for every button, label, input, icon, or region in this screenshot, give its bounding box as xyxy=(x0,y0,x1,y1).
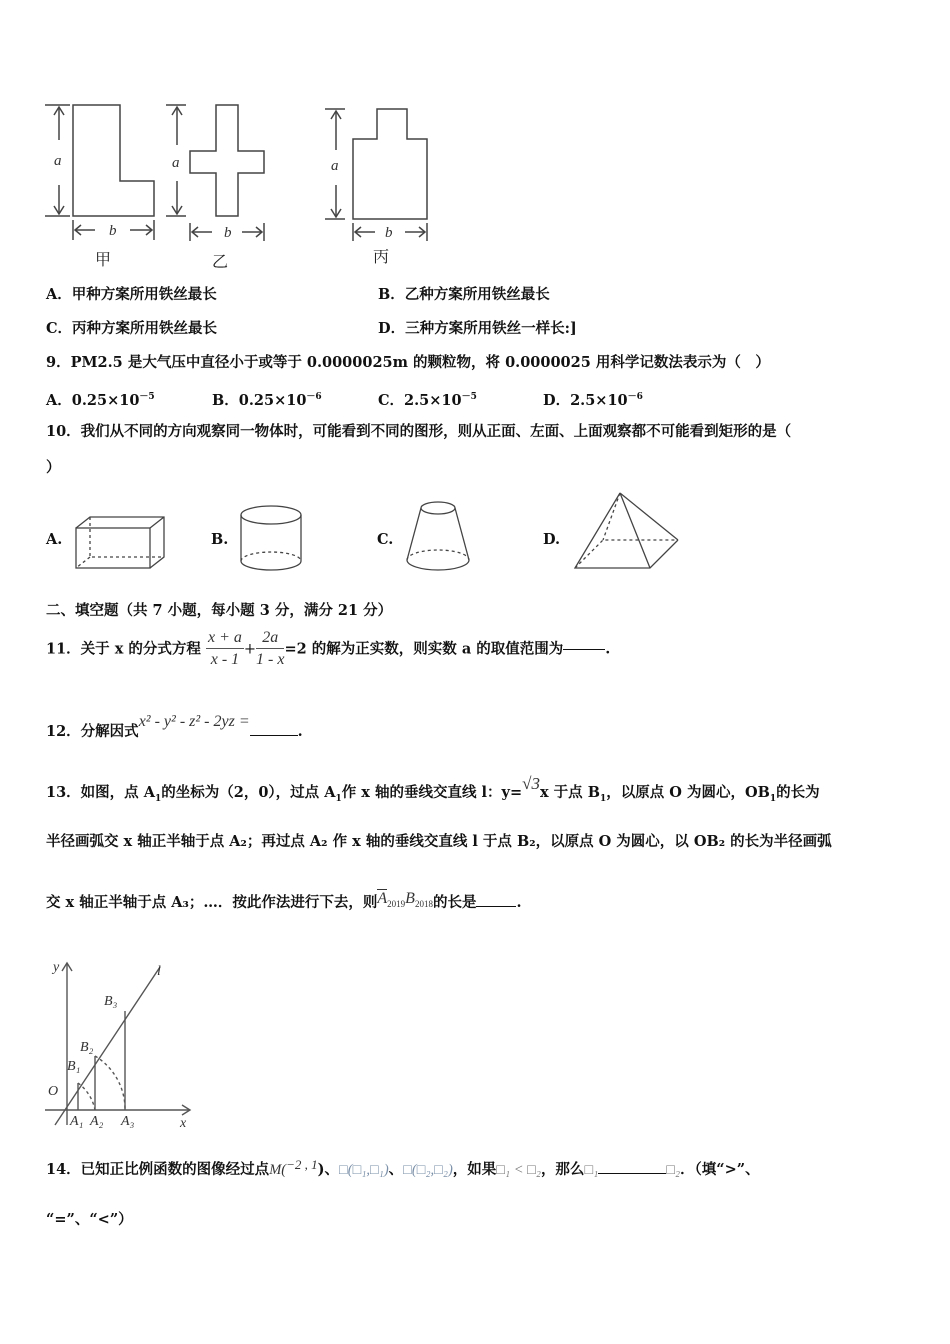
q10-option-a[interactable]: A. xyxy=(46,531,63,548)
option-text: 丙种方案所用铁丝最长 xyxy=(72,320,218,337)
q14-line-2: “=”、“<”） xyxy=(46,1211,133,1228)
figure-label-jia: 甲 xyxy=(95,252,112,269)
origin-label: O xyxy=(48,1084,59,1099)
option-key: C． xyxy=(46,320,73,337)
q10-option-d[interactable]: D. xyxy=(543,531,561,548)
cuboid-figure xyxy=(74,514,166,572)
q10-stem-end: ） xyxy=(46,459,61,476)
q13-line-1: 13．如图，点 $A_1$的坐标为（2，0），过点 $A_1$作 x 轴的垂线交直线 l：y=√3x 于点 $B_1$，以原点 O 为圆心，$OB_1$的长为 xyxy=(46,774,820,804)
section-fill-in-title: 二、填空题（共 7 小题，每小题 3 分，满分 21 分） xyxy=(46,602,393,619)
q9-option-c[interactable]: C．$2.5\times 10^{-5}$ xyxy=(378,391,477,409)
fraction-2: $\frac{2a}{1 - x}$ xyxy=(256,629,285,668)
point-a2-label: A₂ xyxy=(90,1114,104,1129)
q12: 12．分解因式x² - y² - z² - 2yz =. xyxy=(46,713,303,740)
option-key: B． xyxy=(378,286,405,303)
q13-line-2: 半径画弧交 x 轴正半轴于点 A₂；再过点 A₂ 作 x 轴的垂线交直线 l 于点 B₂，以原点 O 为圆心，以 OB₂ 的长为半径画弧 xyxy=(46,833,832,850)
q13-line-3: 交 x 轴正半轴于点 A₃；…．按此作法进行下去，则$A_{2019}B_{2018}$的长是 . xyxy=(46,890,522,911)
q10-option-b[interactable]: B. xyxy=(211,531,229,548)
dim-b-label: b xyxy=(385,225,393,241)
line-l-label: l xyxy=(157,964,161,979)
answer-blank[interactable] xyxy=(598,1173,666,1174)
x-axis-label: x xyxy=(180,1116,187,1130)
cylinder-figure xyxy=(238,503,304,573)
option-text: 乙种方案所用铁丝最长 xyxy=(404,286,550,303)
q13-graph xyxy=(40,955,200,1130)
q10-stem: 10．我们从不同的方向观察同一物体时，可能看到不同的图形，则从正面、左面、上面观察都不可能看到矩形的是（ xyxy=(46,423,792,440)
dim-a-label: a xyxy=(172,155,180,171)
q11: 11．关于 x 的分式方程 $\frac{x + a}{x - 1}$ + $\frac{2a}{1 - x}$ =2 的解为正实数，则实数 a 的取值范围为 . xyxy=(46,628,610,671)
point-a1-label: A₁ xyxy=(70,1114,84,1129)
point-a3-label: A₃ xyxy=(121,1114,135,1129)
q9-option-d[interactable]: D．$2.5\times 10^{-6}$ xyxy=(543,391,643,409)
q10-option-c[interactable]: C. xyxy=(377,531,394,548)
answer-blank[interactable] xyxy=(476,906,516,907)
option-text: 三种方案所用铁丝一样长:] xyxy=(405,320,577,337)
dim-b-label: b xyxy=(109,223,117,239)
answer-blank[interactable] xyxy=(563,649,605,650)
q8-option-a[interactable] xyxy=(46,285,217,305)
point-b1-label: B₁ xyxy=(67,1059,81,1074)
q14-line-1: 14．已知正比例函数的图像经过点M(−2 , 1)、□(□₁,□₁)、□(□₂,□₂)，如果□₁ < □₂，那么□₁ □₂．（填“>”、 xyxy=(46,1157,760,1178)
option-key: A． xyxy=(46,286,72,303)
q8-wire-figures xyxy=(40,95,440,270)
q9-stem: 9．PM2.5 是大气压中直径小于或等于 0.0000025m 的颗粒物，将 0.0000025 用科学记数法表示为（ ） xyxy=(46,354,770,371)
fraction-1: $\frac{x + a}{x - 1}$ xyxy=(207,629,242,668)
pyramid-figure xyxy=(570,490,682,572)
option-text: 甲种方案所用铁丝最长 xyxy=(71,286,217,303)
frustum-figure xyxy=(403,498,473,576)
q8-option-b[interactable] xyxy=(378,285,550,305)
q9-option-b[interactable]: B．$0.25\times 10^{-6}$ xyxy=(212,391,322,409)
dim-a-label: a xyxy=(54,153,62,169)
figure-label-bing: 丙 xyxy=(373,249,390,266)
dim-b-label: b xyxy=(224,225,232,241)
point-b2-label: B₂ xyxy=(80,1040,94,1055)
answer-blank[interactable] xyxy=(250,735,298,736)
figure-label-yi: 乙 xyxy=(212,254,229,270)
option-key: D． xyxy=(378,320,406,337)
q9-option-a[interactable]: A．$0.25\times 10^{-5}$ xyxy=(46,391,155,409)
point-b3-label: B₃ xyxy=(104,994,118,1009)
q8-option-c[interactable] xyxy=(46,319,217,339)
y-axis-label: y xyxy=(53,960,60,975)
q8-option-d[interactable] xyxy=(378,319,577,339)
dim-a-label: a xyxy=(331,158,339,174)
